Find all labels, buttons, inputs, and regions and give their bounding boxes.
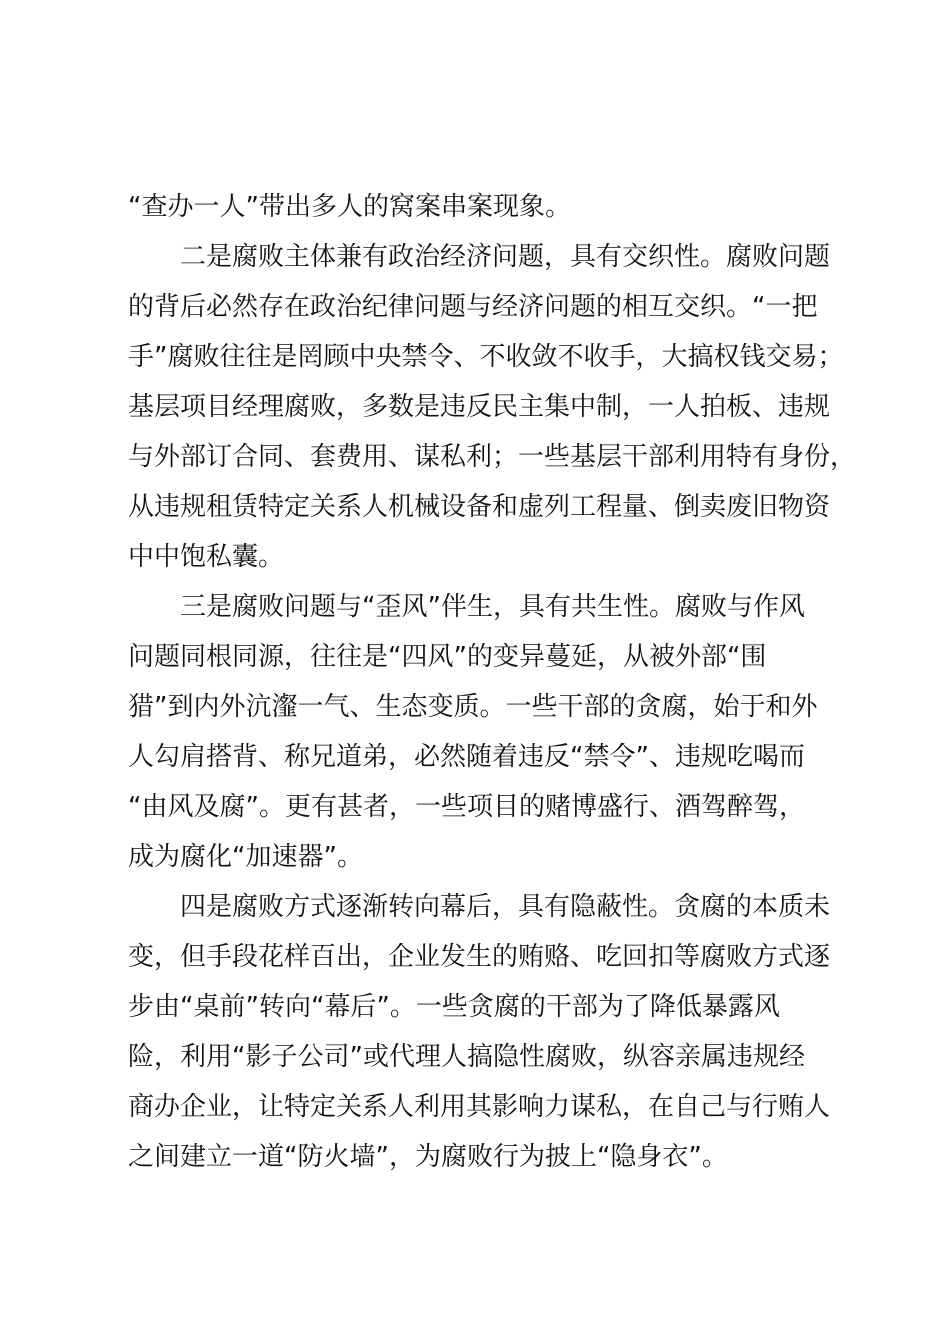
text-line: 变，但手段花样百出，企业发生的贿赂、吃回扣等腐败方式逐 xyxy=(128,942,831,972)
document-body xyxy=(128,182,857,1182)
text-line: “由风及腐”。更有甚者，一些项目的赌博盛行、酒驾醉驾， xyxy=(128,792,805,822)
text-line: 成为腐化“加速器”。 xyxy=(128,842,363,872)
text-line: 之间建立一道“防火墙”，为腐败行为披上“隐身衣”。 xyxy=(128,1142,728,1172)
text-line: 险，利用“影子公司”或代理人搞隐性腐败，纵容亲属违规经 xyxy=(128,1042,805,1072)
paragraph-3-line-1: 三是腐败问题与“歪风”伴生，具有共生性。腐败与作风 xyxy=(180,592,805,622)
text-line: 人勾肩搭背、称兄道弟，必然随着违反“禁令”、违规吃喝而 xyxy=(128,742,805,772)
text-line: 手”腐败往往是罔顾中央禁令、不收敛不收手，大搞权钱交易； xyxy=(128,342,844,372)
text-line: 步由“桌前”转向“幕后”。一些贪腐的干部为了降低暴露风 xyxy=(128,992,780,1022)
text-line: 基层项目经理腐败，多数是违反民主集中制，一人拍板、违规 xyxy=(128,392,831,422)
text-line: 猎”到内外沆瀣一气、生态变质。一些干部的贪腐，始于和外 xyxy=(128,692,818,722)
text-line: 商办企业，让特定关系人利用其影响力谋私，在自己与行贿人 xyxy=(128,1092,831,1122)
text-line: 的背后必然存在政治纪律问题与经济问题的相互交织。“一把 xyxy=(128,292,818,322)
text-line: 问题同根同源，往往是“四风”的变异蔓延，从被外部“围 xyxy=(128,642,767,672)
text-line: 中中饱私囊。 xyxy=(128,542,285,572)
text-line: 从违规租赁特定关系人机械设备和虚列工程量、倒卖废旧物资 xyxy=(128,492,831,522)
paragraph-2-line-1: 二是腐败主体兼有政治经济问题，具有交织性。腐败问题 xyxy=(180,242,831,272)
paragraph-4-line-1: 四是腐败方式逐渐转向幕后，具有隐蔽性。贪腐的本质未 xyxy=(180,892,831,922)
text-line: “查办一人”带出多人的窝案串案现象。 xyxy=(128,192,571,222)
text-line: 与外部订合同、套费用、谋私利；一些基层干部利用特有身份， xyxy=(128,442,857,472)
